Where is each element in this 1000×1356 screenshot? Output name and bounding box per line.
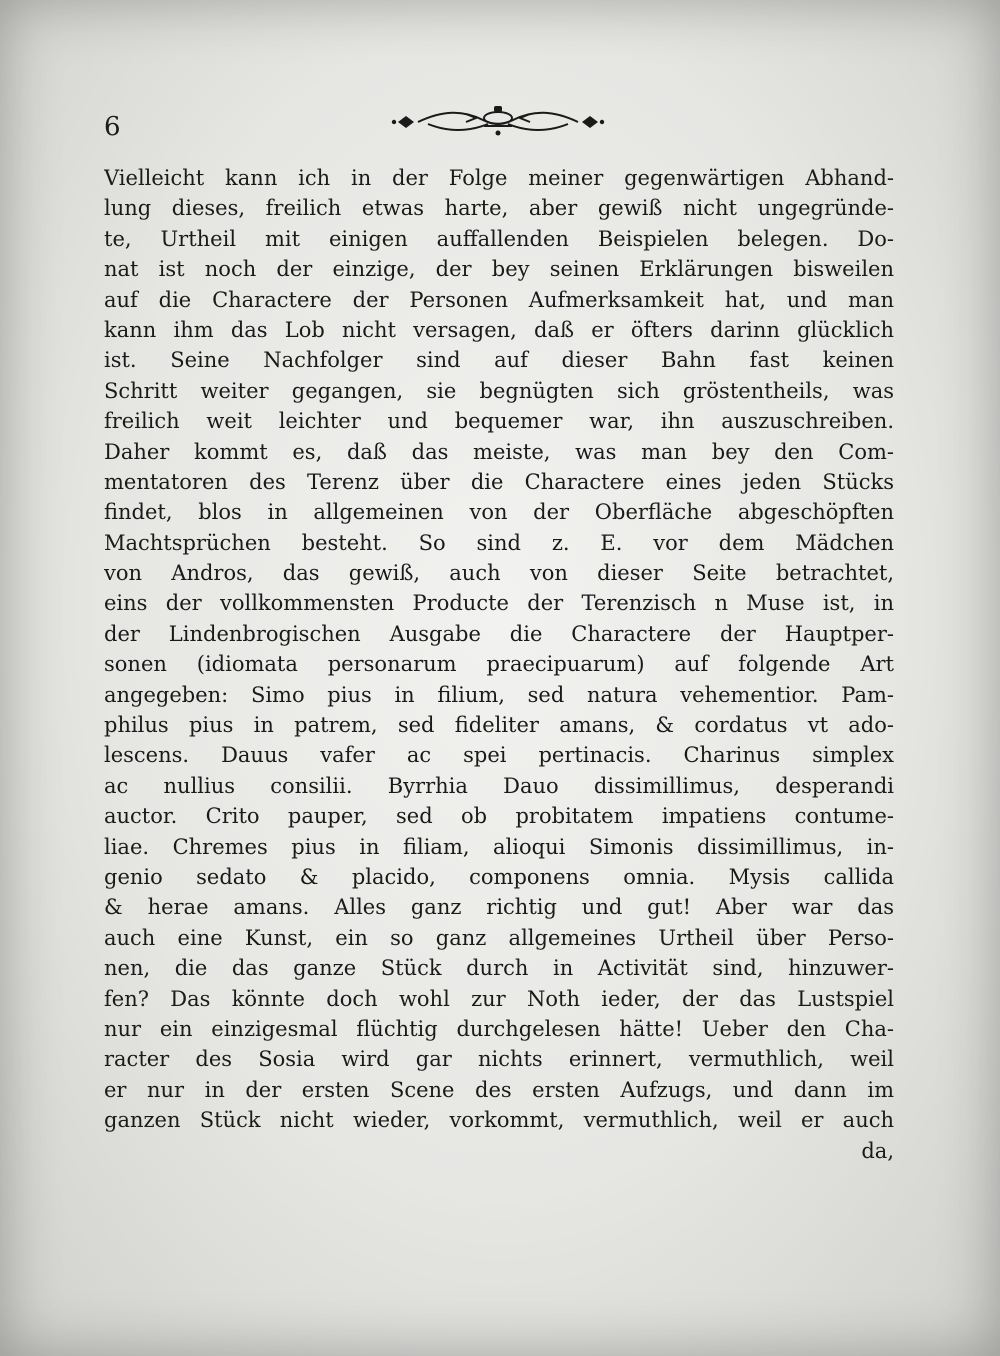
text-line: auch eine Kunst, ein so ganz allgemeines Urtheil über Perso-	[104, 925, 894, 950]
text-line: von Andros, das gewiß, auch von dieser Seite betrachtet,	[104, 561, 894, 586]
text-line: liae. Chremes pius in filiam, alioqui Simonis dissimillimus, in-	[104, 834, 894, 859]
text-line: freilich weit leichter und bequemer war, ihn auszuschreiben.	[104, 409, 894, 434]
decorative-vignette-icon	[388, 100, 608, 140]
text-line: Schritt weiter gegangen, sie begnügten sich gröstentheils, was	[104, 378, 894, 403]
body-text	[104, 163, 894, 1166]
page-number: 6	[104, 112, 121, 142]
text-line: ac nullius consilii. Byrrhia Dauo dissimillimus, desperandi	[104, 773, 894, 798]
text-line: & herae amans. Alles ganz richtig und gut! Aber war das	[104, 895, 894, 920]
text-line: fen? Das könnte doch wohl zur Noth ieder, der das Lustspiel	[104, 986, 894, 1011]
text-line: ist. Seine Nachfolger sind auf dieser Bahn fast keinen	[104, 348, 894, 373]
text-line: Machtsprüchen besteht. So sind z. E. vor dem Mädchen	[104, 530, 894, 555]
catchword: da,	[861, 1138, 894, 1163]
text-line: sonen (idiomata personarum praecipuarum) auf folgende Art	[104, 652, 894, 677]
text-line: mentatoren des Terenz über die Charactere eines jeden Stücks	[104, 469, 894, 494]
text-line: nen, die das ganze Stück durch in Activität sind, hinzuwer-	[104, 956, 894, 981]
text-line: auctor. Crito pauper, sed ob probitatem impatiens contume-	[104, 804, 894, 829]
text-line: te, Urtheil mit einigen auffallenden Beispielen belegen. Do-	[104, 226, 894, 251]
text-line: lung dieses, freilich etwas harte, aber gewiß nicht ungegründe-	[104, 196, 894, 221]
text-line: racter des Sosia wird gar nichts erinnert, vermuthlich, weil	[104, 1047, 894, 1072]
text-line: eins der vollkommensten Producte der Terenzisch n Muse ist, in	[104, 591, 894, 616]
text-line: nur ein einzigesmal flüchtig durchgelesen hätte! Ueber den Cha-	[104, 1016, 894, 1041]
text-line: genio sedato & placido, componens omnia. Mysis callida	[104, 864, 894, 889]
text-line: angegeben: Simo pius in filium, sed natura vehementior. Pam-	[104, 682, 894, 707]
text-line: philus pius in patrem, sed fideliter amans, & cordatus vt ado-	[104, 713, 894, 738]
text-line: er nur in der ersten Scene des ersten Aufzugs, und dann im	[104, 1077, 894, 1102]
text-line: kann ihm das Lob nicht versagen, daß er öfters darinn glücklich	[104, 317, 894, 342]
text-line: nat ist noch der einzige, der bey seinen Erklärungen bisweilen	[104, 257, 894, 282]
text-line: Vielleicht kann ich in der Folge meiner gegenwärtigen Abhand-	[104, 166, 894, 190]
text-line: auf die Charactere der Personen Aufmerksamkeit hat, und man	[104, 287, 894, 312]
text-line: ganzen Stück nicht wieder, vorkommt, vermuthlich, weil er auch	[104, 1108, 894, 1133]
text-line: Daher kommt es, daß das meiste, was man bey den Com-	[104, 439, 894, 464]
text-line: lescens. Dauus vafer ac spei pertinacis. Charinus simplex	[104, 743, 894, 768]
text-line: findet, blos in allgemeinen von der Oberfläche abgeschöpften	[104, 500, 894, 525]
text-line: der Lindenbrogischen Ausgabe die Charactere der Hauptper-	[104, 621, 894, 646]
